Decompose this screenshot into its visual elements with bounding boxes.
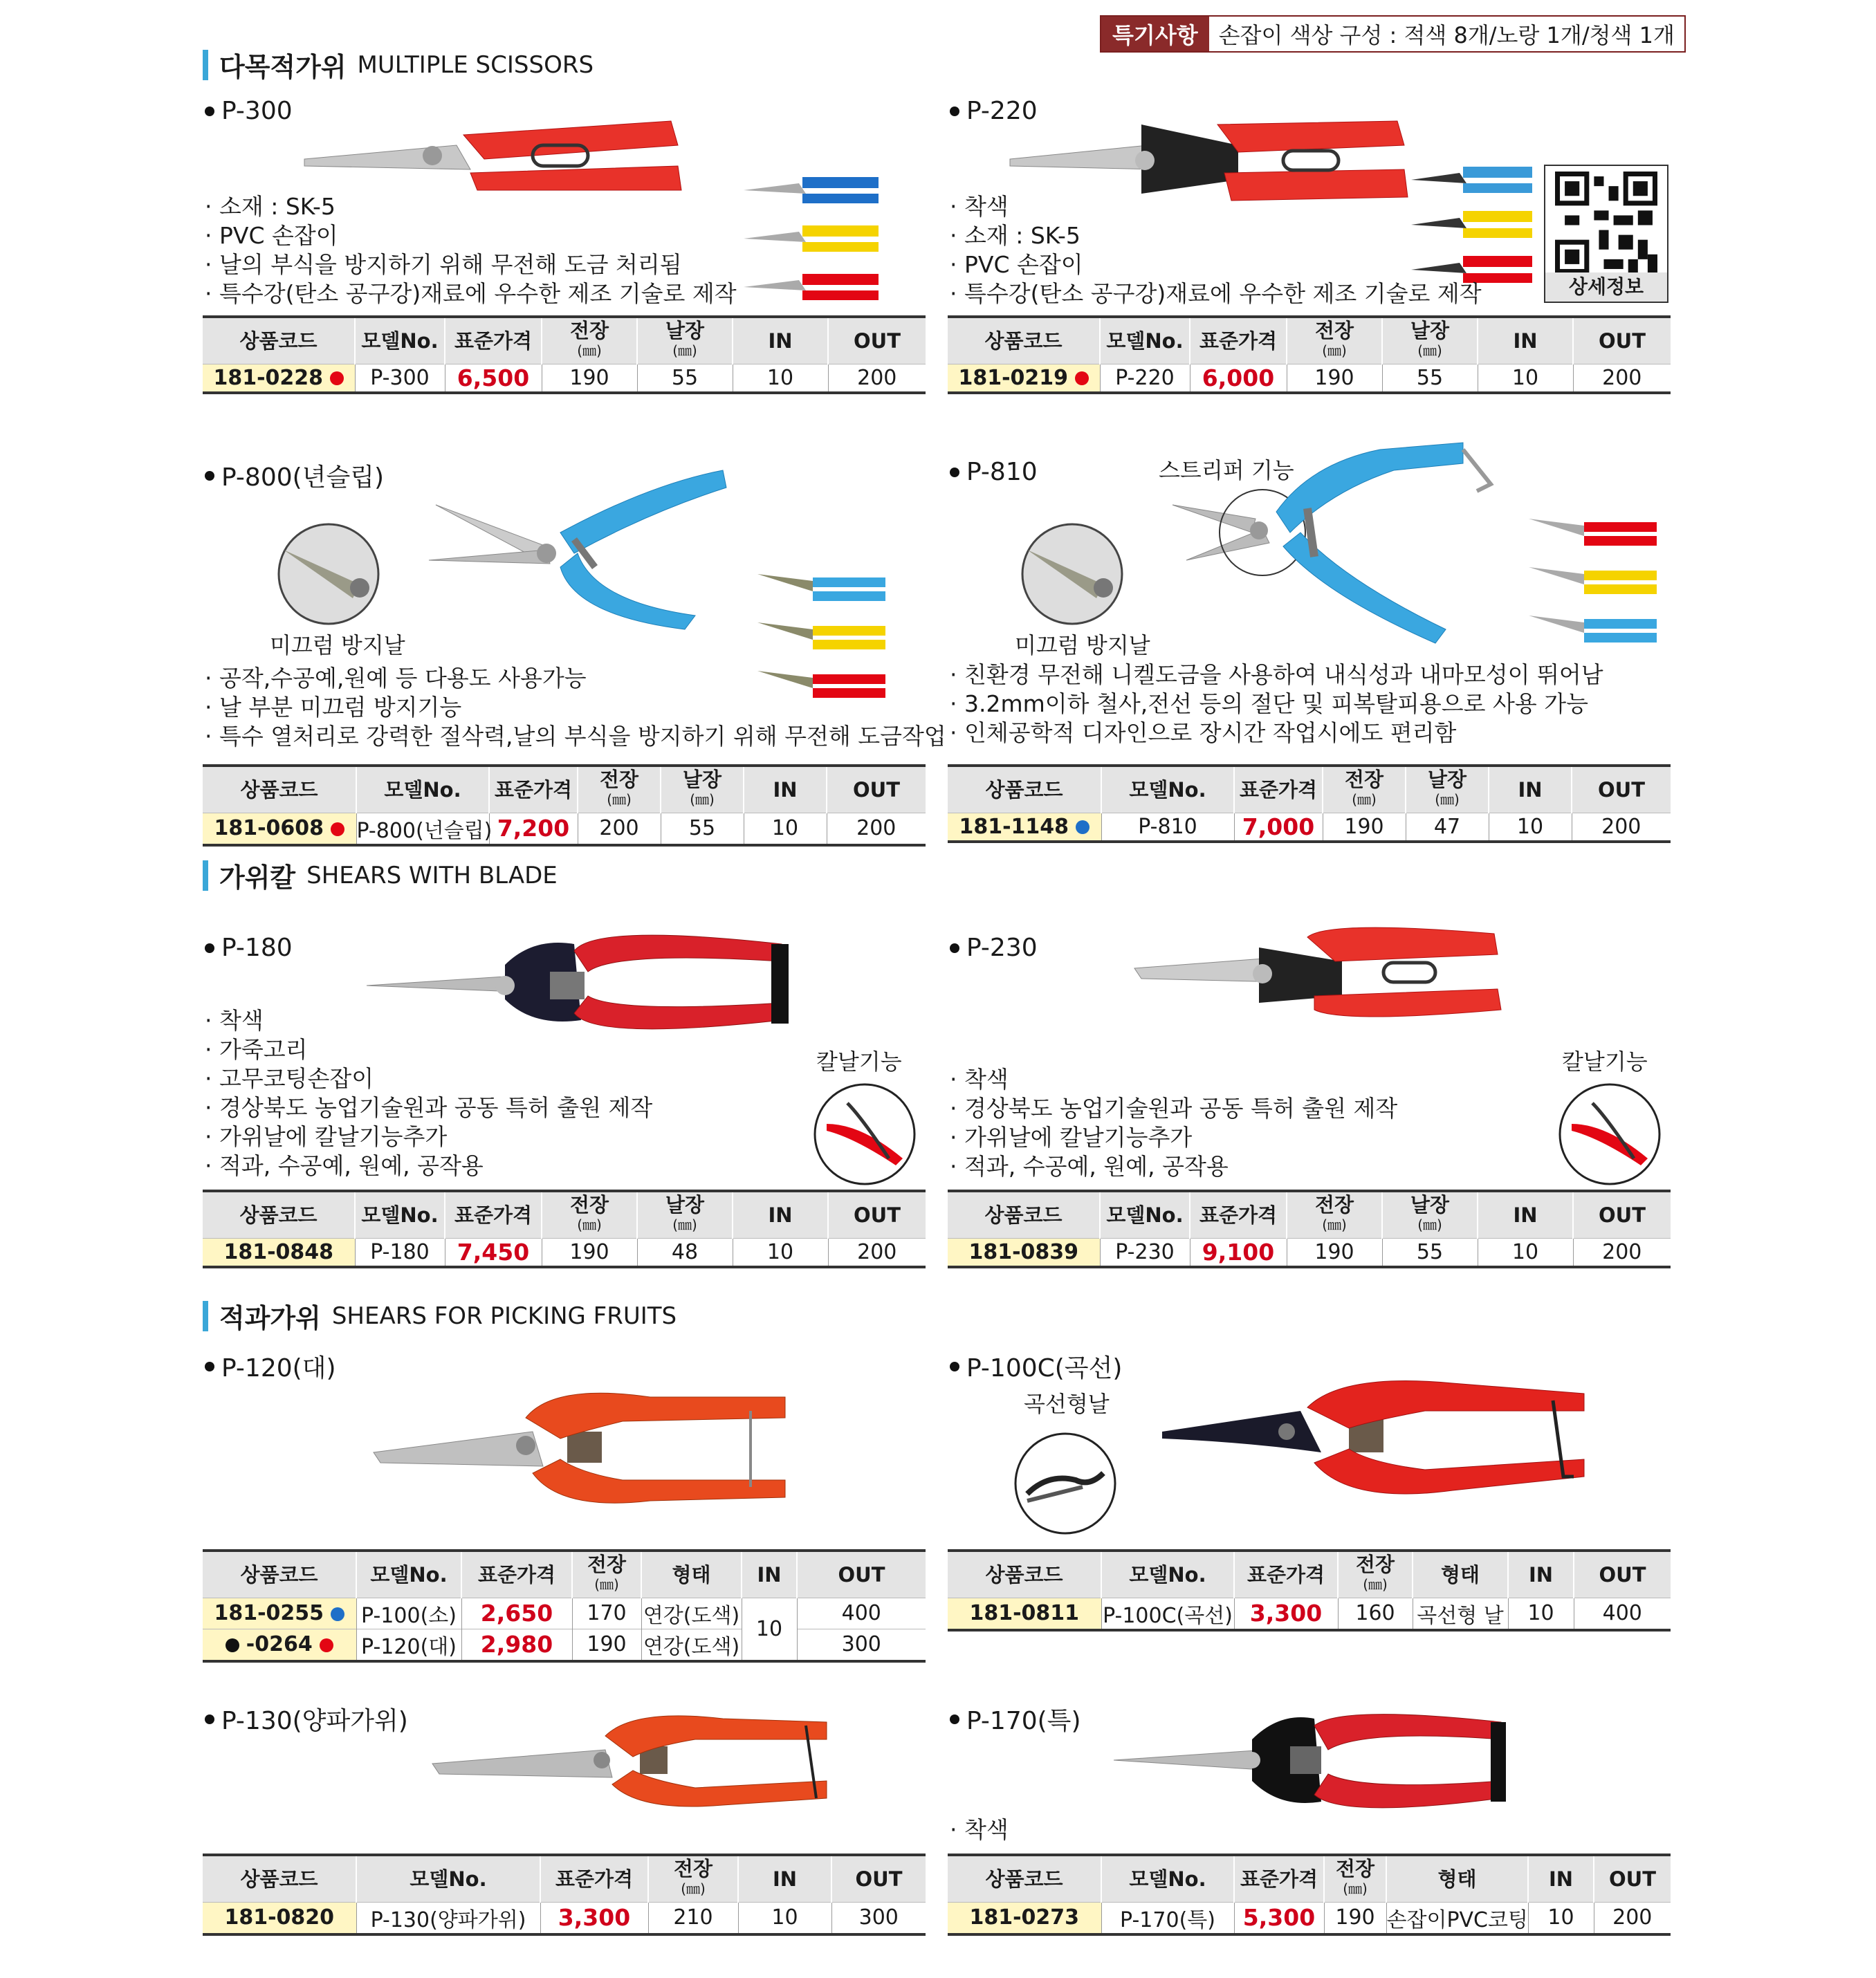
header-length: 전장 (㎜) xyxy=(1287,1191,1382,1238)
feature-item: · 특수강(탄소 공구강)재료에 우수한 제조 기술로 제작 xyxy=(950,279,1482,308)
cell-length: 190 xyxy=(1287,1238,1382,1267)
header-price: 표준가격 xyxy=(461,1551,572,1598)
header-blade: 날장 (㎜) xyxy=(637,317,733,364)
table-header-row xyxy=(948,1191,1671,1238)
scissors-image-p120 xyxy=(374,1383,789,1515)
product-title-p100c: P-100C(곡선) xyxy=(950,1349,1122,1384)
header-length: 전장 (㎜) xyxy=(1324,1855,1386,1902)
label-p810: 미끄럼 방지날 xyxy=(1015,632,1150,658)
header-type: 형태 xyxy=(1386,1855,1528,1902)
header-model: 모델No. xyxy=(1100,317,1190,364)
feature-item: · 특수 열처리로 강력한 절삭력,날의 부식을 방지하기 위해 무전해 도금작업 xyxy=(205,722,946,751)
cell-code: 181-1148 xyxy=(948,813,1101,842)
feature-item: · 친환경 무전해 니켈도금을 사용하여 내식성과 내마모성이 뛰어남 xyxy=(950,660,1603,690)
product-title-p120: P-120(대) xyxy=(205,1349,336,1384)
cell-model: P-230 xyxy=(1100,1238,1190,1267)
header-in: IN xyxy=(1489,766,1572,813)
header-in: IN xyxy=(1528,1855,1594,1902)
cell-in: 10 xyxy=(1478,1238,1573,1267)
curved-blade-detail-icon xyxy=(1013,1432,1117,1535)
cell-blade: 47 xyxy=(1406,813,1489,842)
header-out: OUT xyxy=(828,1191,926,1238)
feature-list-p180 xyxy=(205,1006,652,1181)
feature-item: · 경상북도 농업기술원과 공동 특허 출원 제작 xyxy=(205,1093,652,1122)
spec-table-p130 xyxy=(203,1854,926,1936)
feature-item: · 착색 xyxy=(205,1006,652,1035)
header-out: OUT xyxy=(828,317,926,364)
header-price: 표준가격 xyxy=(1190,317,1287,364)
header-model: 모델No. xyxy=(356,766,489,813)
spec-table-p300 xyxy=(203,315,926,394)
header-price: 표준가격 xyxy=(445,1191,542,1238)
feature-item: · 공작,수공예,원예 등 다용도 사용가능 xyxy=(205,664,946,693)
cell-type: 연강(도색) xyxy=(641,1629,742,1661)
scissors-image-p130 xyxy=(432,1708,834,1819)
header-out: OUT xyxy=(797,1551,926,1598)
table-header-row xyxy=(948,317,1671,364)
cell-out: 400 xyxy=(1574,1598,1671,1630)
header-length: 전장 (㎜) xyxy=(572,1551,641,1598)
cell-model: P-100(소) xyxy=(356,1598,461,1629)
header-price: 표준가격 xyxy=(445,317,542,364)
cell-in: 10 xyxy=(1489,813,1572,842)
scissors-image-p100c xyxy=(1162,1373,1591,1511)
cell-in: 10 xyxy=(1508,1598,1574,1630)
table-row xyxy=(203,1902,926,1934)
cell-in: 10 xyxy=(733,364,828,393)
header-length: 전장 (㎜) xyxy=(1323,766,1406,813)
cell-length: 210 xyxy=(648,1902,738,1934)
feature-item: · 경상북도 농업기술원과 공동 특허 출원 제작 xyxy=(950,1094,1397,1123)
cell-price: 2,980 xyxy=(461,1629,572,1661)
header-out: OUT xyxy=(1574,1551,1671,1598)
feature-item: · 특수강(탄소 공구강)재료에 우수한 제조 기술로 제작 xyxy=(205,279,737,308)
product-title-p230: P-230 xyxy=(950,934,1038,962)
header-code: 상품코드 xyxy=(948,1191,1100,1238)
feature-list-p800 xyxy=(205,664,946,751)
header-out: OUT xyxy=(1573,1191,1671,1238)
cell-length: 200 xyxy=(578,813,661,845)
cell-model: P-220 xyxy=(1100,364,1190,393)
header-in: IN xyxy=(1508,1551,1574,1598)
color-variants-p300 xyxy=(744,173,882,311)
table-header-row xyxy=(948,766,1671,813)
product-title-p810: P-810 xyxy=(950,458,1038,486)
feature-item: · 착색 xyxy=(950,192,1482,221)
cell-in: 10 xyxy=(744,813,827,845)
header-price: 표준가격 xyxy=(1190,1191,1287,1238)
cell-length: 190 xyxy=(542,1238,637,1267)
header-in: IN xyxy=(733,317,828,364)
header-length: 전장 (㎜) xyxy=(542,317,637,364)
feature-item: · 날 부분 미끄럼 방지기능 xyxy=(205,693,946,722)
notice-title: 특기사항 xyxy=(1101,17,1209,51)
section-marker xyxy=(203,860,208,891)
header-type: 형태 xyxy=(641,1551,742,1598)
qr-code[interactable] xyxy=(1544,165,1668,303)
header-code: 상품코드 xyxy=(203,317,355,364)
cell-model: P-810 xyxy=(1101,813,1234,842)
table-row xyxy=(203,1598,926,1629)
color-dot-red xyxy=(1075,371,1089,385)
feature-item: · 소재 : SK-5 xyxy=(205,192,737,221)
notice-box xyxy=(1100,15,1686,53)
cell-code: 181-0820 xyxy=(203,1902,356,1934)
cell-blade: 55 xyxy=(637,364,733,393)
label-p100c: 곡선형날 xyxy=(1024,1391,1110,1417)
color-dot-red xyxy=(331,822,344,836)
cell-code: 181-0228 xyxy=(203,364,355,393)
cell-price: 7,450 xyxy=(445,1238,542,1267)
header-out: OUT xyxy=(831,1855,926,1902)
feature-list-p230 xyxy=(950,1065,1397,1181)
header-model: 모델No. xyxy=(355,317,445,364)
cell-blade: 48 xyxy=(637,1238,733,1267)
cell-type: 연강(도색) xyxy=(641,1598,742,1629)
blade-detail-icon-p230 xyxy=(1558,1082,1662,1186)
header-model: 모델No. xyxy=(1100,1191,1190,1238)
color-variants-p810 xyxy=(1529,512,1660,650)
header-blade: 날장 (㎜) xyxy=(1406,766,1489,813)
header-blade: 날장 (㎜) xyxy=(637,1191,733,1238)
cell-model: P-800(넌슬립) xyxy=(356,813,489,845)
table-header-row xyxy=(948,1551,1671,1598)
header-code: 상품코드 xyxy=(948,317,1100,364)
header-in: IN xyxy=(1478,1191,1573,1238)
cell-model: P-180 xyxy=(355,1238,445,1267)
header-price: 표준가격 xyxy=(1234,1551,1338,1598)
table-row xyxy=(948,813,1671,842)
cell-code: 181-0608 xyxy=(203,813,356,845)
cell-length: 190 xyxy=(1324,1902,1386,1934)
feature-item: · PVC 손잡이 xyxy=(950,250,1482,279)
header-type: 형태 xyxy=(1413,1551,1508,1598)
scissors-image-p810 xyxy=(1172,436,1532,657)
header-code: 상품코드 xyxy=(948,766,1101,813)
feature-item: · 적과, 수공예, 원예, 공작용 xyxy=(205,1152,652,1181)
header-in: IN xyxy=(1478,317,1573,364)
label-p180: 칼날기능 xyxy=(816,1048,902,1075)
header-model: 모델No. xyxy=(1101,1551,1234,1598)
cell-in: 10 xyxy=(1478,364,1573,393)
header-model: 모델No. xyxy=(1101,1855,1234,1902)
header-model: 모델No. xyxy=(356,1551,461,1598)
header-price: 표준가격 xyxy=(1234,766,1323,813)
table-row xyxy=(203,1238,926,1267)
cell-out: 200 xyxy=(828,1238,926,1267)
header-blade: 날장 (㎜) xyxy=(1382,317,1478,364)
cell-price: 7,000 xyxy=(1234,813,1323,842)
product-title-p130: P-130(양파가위) xyxy=(205,1701,408,1737)
cell-price: 2,650 xyxy=(461,1598,572,1629)
header-code: 상품코드 xyxy=(948,1551,1101,1598)
scissors-image-p170 xyxy=(1114,1705,1529,1822)
table-header-row xyxy=(948,1855,1671,1902)
cell-out: 200 xyxy=(1572,813,1671,842)
spec-table-p170 xyxy=(948,1854,1671,1936)
cell-in: 10 xyxy=(738,1902,831,1934)
color-dot-blue xyxy=(331,1607,344,1621)
cell-in: 10 xyxy=(733,1238,828,1267)
feature-item: · 가죽고리 xyxy=(205,1035,652,1064)
spec-table-p800 xyxy=(203,764,926,847)
header-out: OUT xyxy=(1594,1855,1671,1902)
header-code: 상품코드 xyxy=(203,766,356,813)
product-title-p300: P-300 xyxy=(205,97,293,125)
section-shears-with-blade xyxy=(203,856,558,894)
feature-item: · 인체공학적 디자인으로 장시간 작업시에도 편리함 xyxy=(950,719,1603,748)
qr-code-icon xyxy=(1555,172,1657,274)
feature-item: · 3.2mm이하 철사,전선 등의 절단 및 피복탈피용으로 사용 가능 xyxy=(950,690,1603,719)
header-code: 상품코드 xyxy=(203,1551,356,1598)
section-title-en: SHEARS FOR PICKING FRUITS xyxy=(331,1302,677,1330)
section-shears-for-picking-fruits xyxy=(203,1297,677,1335)
feature-item: · 고무코팅손잡이 xyxy=(205,1064,652,1093)
cell-length: 190 xyxy=(1323,813,1406,842)
cell-out: 300 xyxy=(797,1629,926,1661)
table-header-row xyxy=(203,1191,926,1238)
cell-out: 300 xyxy=(831,1902,926,1934)
section-title-en: SHEARS WITH BLADE xyxy=(306,861,558,889)
cell-type: 곡선형 날 xyxy=(1413,1598,1508,1630)
header-in: IN xyxy=(738,1855,831,1902)
header-blade: 날장 (㎜) xyxy=(1382,1191,1478,1238)
cell-code: 181-0839 xyxy=(948,1238,1100,1267)
detail-image-p800 xyxy=(277,522,380,626)
spec-table-p180 xyxy=(203,1190,926,1268)
table-row xyxy=(203,813,926,845)
feature-list-p220 xyxy=(950,192,1482,308)
section-title-ko: 적과가위 xyxy=(219,1303,321,1333)
feature-item: · 착색 xyxy=(950,1065,1397,1094)
cell-length: 190 xyxy=(572,1629,641,1661)
spec-table-p810 xyxy=(948,764,1671,843)
table-row xyxy=(948,1598,1671,1630)
header-length: 전장 (㎜) xyxy=(648,1855,738,1902)
section-title-ko: 가위칼 xyxy=(219,862,296,893)
table-row xyxy=(948,364,1671,393)
detail-image-p810 xyxy=(1020,522,1124,626)
cell-model: P-100C(곡선) xyxy=(1101,1598,1234,1630)
label-p230: 칼날기능 xyxy=(1562,1048,1648,1075)
spec-table-p100c xyxy=(948,1549,1671,1632)
scissors-image-p800 xyxy=(429,463,733,643)
header-price: 표준가격 xyxy=(489,766,578,813)
spec-table-p230 xyxy=(948,1190,1671,1268)
table-row xyxy=(948,1902,1671,1934)
cell-code: 181-0219 xyxy=(948,364,1100,393)
header-model: 모델No. xyxy=(356,1855,540,1902)
feature-item: · 적과, 수공예, 원예, 공작용 xyxy=(950,1152,1397,1181)
cell-code: 181-0848 xyxy=(203,1238,355,1267)
header-in: IN xyxy=(744,766,827,813)
feature-item: · 가위날에 칼날기능추가 xyxy=(950,1123,1397,1152)
header-price: 표준가격 xyxy=(1234,1855,1324,1902)
cell-price: 3,300 xyxy=(1234,1598,1338,1630)
table-header-row xyxy=(203,317,926,364)
table-row xyxy=(203,364,926,393)
table-header-row xyxy=(203,1551,926,1598)
color-dot-red xyxy=(330,371,344,385)
cell-price: 6,500 xyxy=(445,364,542,393)
section-title-en: MULTIPLE SCISSORS xyxy=(357,50,594,79)
cell-blade: 55 xyxy=(1382,1238,1478,1267)
cell-code: -0264 xyxy=(203,1629,356,1661)
table-header-row xyxy=(203,766,926,813)
header-length: 전장 (㎜) xyxy=(578,766,661,813)
cell-out: 200 xyxy=(827,813,926,845)
cell-price: 6,000 xyxy=(1190,364,1287,393)
cell-code: 181-0811 xyxy=(948,1598,1101,1630)
cell-model: P-300 xyxy=(355,364,445,393)
cell-blade: 55 xyxy=(661,813,744,845)
header-model: 모델No. xyxy=(355,1191,445,1238)
cell-length: 170 xyxy=(572,1598,641,1629)
qr-label: 상세정보 xyxy=(1545,272,1667,302)
cell-price: 3,300 xyxy=(540,1902,648,1934)
header-blade: 날장 (㎜) xyxy=(661,766,744,813)
section-multiple-scissors xyxy=(203,46,594,84)
product-title-p180: P-180 xyxy=(205,934,293,962)
feature-list-p810 xyxy=(950,660,1603,748)
cell-type: 손잡이PVC코팅 xyxy=(1386,1902,1528,1934)
scissors-image-p230 xyxy=(1134,920,1508,1030)
cell-blade: 55 xyxy=(1382,364,1478,393)
blade-detail-icon-p180 xyxy=(813,1082,917,1186)
feature-item: · 가위날에 칼날기능추가 xyxy=(205,1122,652,1152)
notice-text: 손잡이 색상 구성 : 적색 8개/노랑 1개/청색 1개 xyxy=(1218,22,1675,48)
cell-model: P-120(대) xyxy=(356,1629,461,1661)
section-marker xyxy=(203,1301,208,1331)
header-out: OUT xyxy=(1573,317,1671,364)
cell-in: 10 xyxy=(1528,1902,1594,1934)
bullet-icon xyxy=(226,1638,239,1652)
cell-price: 9,100 xyxy=(1190,1238,1287,1267)
header-length: 전장 (㎜) xyxy=(1287,317,1382,364)
cell-length: 160 xyxy=(1338,1598,1413,1630)
product-title-p170: P-170(특) xyxy=(950,1701,1081,1737)
cell-out: 200 xyxy=(1573,1238,1671,1267)
cell-out: 200 xyxy=(828,364,926,393)
header-price: 표준가격 xyxy=(540,1855,648,1902)
cell-in: 10 xyxy=(742,1598,797,1661)
header-length: 전장 (㎜) xyxy=(542,1191,637,1238)
header-out: OUT xyxy=(827,766,926,813)
cell-price: 7,200 xyxy=(489,813,578,845)
header-code: 상품코드 xyxy=(203,1855,356,1902)
cell-model: P-130(양파가위) xyxy=(356,1902,540,1934)
feature-item: · 착색 xyxy=(950,1815,1009,1845)
color-dot-blue xyxy=(1076,820,1089,834)
feature-item: · PVC 손잡이 xyxy=(205,221,737,250)
header-in: IN xyxy=(742,1551,797,1598)
cell-length: 190 xyxy=(542,364,637,393)
cell-length: 190 xyxy=(1287,364,1382,393)
section-marker xyxy=(203,50,208,80)
cell-out: 200 xyxy=(1594,1902,1671,1934)
header-model: 모델No. xyxy=(1101,766,1234,813)
product-title-p800: P-800(년슬립) xyxy=(205,458,384,493)
cell-out: 400 xyxy=(797,1598,926,1629)
label-p800: 미끄럼 방지날 xyxy=(270,632,405,658)
cell-code: 181-0255 xyxy=(203,1598,356,1629)
table-header-row xyxy=(203,1855,926,1902)
header-code: 상품코드 xyxy=(948,1855,1101,1902)
product-title-p220: P-220 xyxy=(950,97,1038,125)
feature-item: · 소재 : SK-5 xyxy=(950,221,1482,250)
table-row xyxy=(203,1629,926,1661)
header-in: IN xyxy=(733,1191,828,1238)
color-dot-red xyxy=(320,1638,333,1652)
section-title-ko: 다목적가위 xyxy=(219,52,347,82)
cell-code: 181-0273 xyxy=(948,1902,1101,1934)
header-out: OUT xyxy=(1572,766,1671,813)
cell-model: P-170(특) xyxy=(1101,1902,1234,1934)
feature-list-p170 xyxy=(950,1815,1009,1845)
feature-list-p300 xyxy=(205,192,737,308)
header-code: 상품코드 xyxy=(203,1191,355,1238)
scissors-image-p300 xyxy=(304,97,692,207)
cell-price: 5,300 xyxy=(1234,1902,1324,1934)
table-row xyxy=(948,1238,1671,1267)
label2-p810: 스트리퍼 기능 xyxy=(1159,457,1294,483)
feature-item: · 날의 부식을 방지하기 위해 무전해 도금 처리됨 xyxy=(205,250,737,279)
spec-table-p120 xyxy=(203,1549,926,1663)
cell-out: 200 xyxy=(1573,364,1671,393)
header-length: 전장 (㎜) xyxy=(1338,1551,1413,1598)
spec-table-p220 xyxy=(948,315,1671,394)
